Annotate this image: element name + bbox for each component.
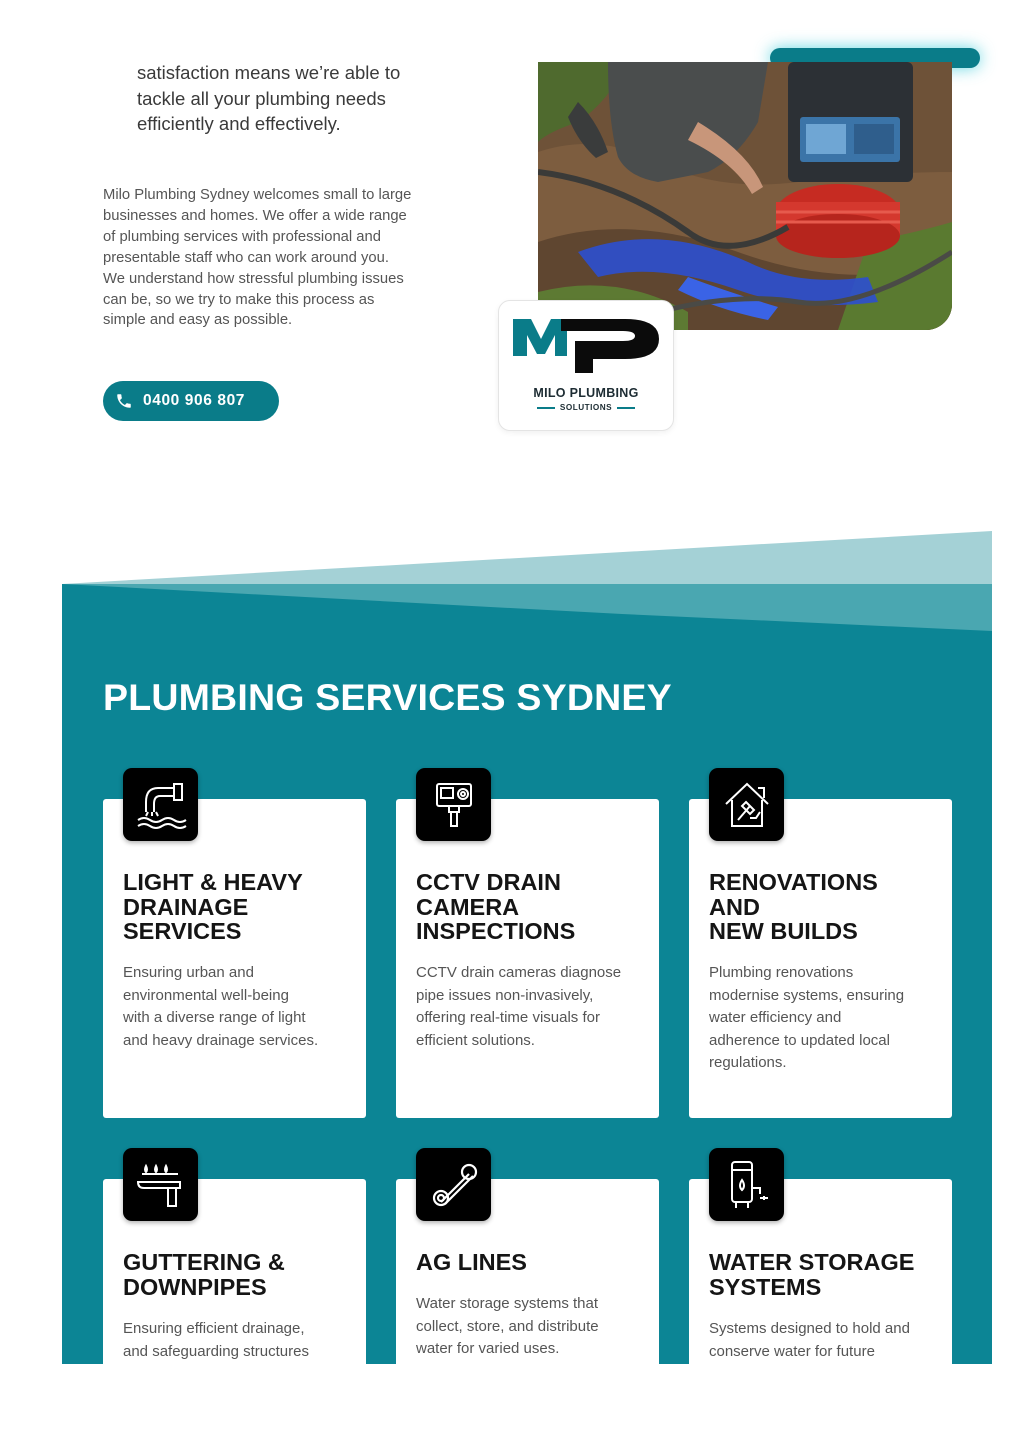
service-title	[709, 870, 939, 944]
logo-tagline	[499, 403, 673, 412]
service-title-line: CAMERA	[416, 893, 520, 920]
service-title-line: RENOVATIONS	[709, 869, 878, 895]
service-text-line: with a diverse range of light	[123, 1009, 306, 1026]
service-text-line: and safeguarding structures	[123, 1342, 309, 1360]
service-text-line: modernise systems, ensuring	[709, 986, 905, 1004]
service-title-line: LIGHT & HEAVY	[123, 869, 303, 895]
logo-tagline-text: SOLUTIONS	[559, 403, 613, 412]
intro-lead-line: efficiently and effectively.	[137, 113, 341, 134]
intro-lead-text	[137, 60, 457, 137]
service-description	[709, 1318, 941, 1363]
service-title	[416, 1250, 646, 1275]
service-text-line: Systems designed to hold and	[709, 1320, 910, 1337]
ag-pipe-icon	[416, 1148, 491, 1221]
service-title	[123, 870, 353, 944]
service-description	[709, 962, 941, 1075]
service-card-ag-lines[interactable]	[396, 1179, 659, 1364]
service-text-line: pipe issues non-invasively,	[416, 986, 594, 1004]
service-title-line: SERVICES	[123, 918, 242, 944]
service-title	[416, 870, 646, 944]
intro-body-line: Milo Plumbing Sydney welcomes small to large	[103, 187, 412, 203]
service-title	[123, 1250, 353, 1299]
phone-number-label: 0400 906 807	[143, 392, 246, 409]
service-description	[123, 962, 355, 1052]
service-text-line: offering real-time visuals for	[416, 1009, 600, 1026]
intro-lead-line: tackle all your plumbing needs	[137, 87, 386, 109]
service-text-line: conserve water for future	[709, 1342, 875, 1360]
service-title-line: SYSTEMS	[709, 1273, 822, 1300]
intro-lead-line: satisfaction means we’re able to	[137, 62, 401, 83]
service-title-line: INSPECTIONS	[416, 918, 576, 944]
service-text-line: efficient solutions.	[416, 1031, 535, 1049]
service-card-renovations[interactable]	[689, 799, 952, 1118]
service-card-guttering[interactable]	[103, 1179, 366, 1364]
intro-body-line: can be, so we try to make this process as	[103, 291, 375, 308]
service-title-line: NEW BUILDS	[709, 918, 858, 944]
service-text-line: Water storage systems that	[416, 1295, 599, 1312]
intro-body-text	[103, 185, 463, 331]
house-hammer-icon	[709, 768, 784, 841]
mp-monogram-icon	[499, 301, 675, 381]
service-card-cctv[interactable]	[396, 799, 659, 1118]
service-text-line: CCTV drain cameras diagnose	[416, 964, 622, 981]
service-text-line: and heavy drainage services.	[123, 1031, 319, 1049]
service-text-line: collect, store, and distribute	[416, 1317, 599, 1335]
service-text-line: environmental well-being	[123, 986, 289, 1004]
service-text-line: Plumbing renovations	[709, 964, 854, 981]
logo-name: MILO PLUMBING	[533, 386, 639, 400]
section-wave-divider	[62, 528, 992, 638]
cctv-camera-icon	[416, 768, 491, 841]
service-title-line: AG LINES	[416, 1249, 527, 1275]
intro-body-line: We understand how stressful plumbing issues	[103, 270, 404, 287]
service-title-line: DRAINAGE	[123, 893, 249, 920]
services-section	[62, 528, 992, 1364]
service-title-line: GUTTERING &	[123, 1249, 285, 1275]
service-text-line: water for varied uses.	[416, 1340, 560, 1357]
plumber-photo	[538, 62, 952, 330]
intro-body-line: presentable staff who can work around you.	[103, 249, 389, 266]
service-text-line: water efficiency and	[709, 1009, 842, 1026]
service-title-line: CCTV DRAIN	[416, 869, 561, 895]
intro-body-line: businesses and homes. We offer a wide range	[103, 207, 407, 224]
drainage-pipe-icon	[123, 768, 198, 841]
service-card-water-storage[interactable]	[689, 1179, 952, 1364]
service-text-line: Ensuring efficient drainage,	[123, 1320, 305, 1337]
service-description	[416, 962, 648, 1052]
service-title-line: WATER STORAGE	[709, 1249, 915, 1275]
service-description	[416, 1293, 648, 1361]
call-phone-button[interactable]	[103, 381, 279, 421]
service-text-line: Ensuring urban and	[123, 964, 254, 981]
water-heater-icon	[709, 1148, 784, 1221]
service-title-line: AND	[709, 893, 760, 920]
service-description	[123, 1318, 355, 1363]
intro-body-line: simple and easy as possible.	[103, 312, 293, 329]
service-title-line: DOWNPIPES	[123, 1273, 267, 1300]
phone-icon	[115, 392, 133, 410]
service-text-line: regulations.	[709, 1054, 787, 1071]
service-text-line: adherence to updated local	[709, 1031, 890, 1049]
intro-body-line: of plumbing services with professional and	[103, 228, 381, 245]
services-title: PLUMBING SERVICES SYDNEY	[103, 676, 672, 718]
service-title	[709, 1250, 939, 1299]
gutter-downpipe-icon	[123, 1148, 198, 1221]
service-card-drainage[interactable]	[103, 799, 366, 1118]
milo-plumbing-logo	[498, 300, 674, 431]
